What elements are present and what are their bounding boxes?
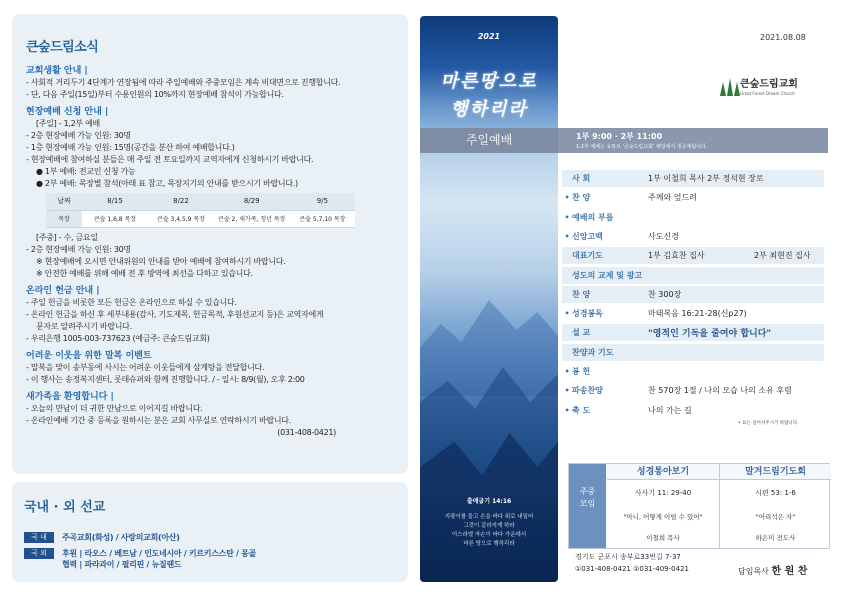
table-row [46,193,355,210]
weekday-title-line: 주중 [579,487,596,496]
news-line: ● 1부 예배: 전교인 신청 가능 [36,167,136,176]
mission-overseas-row [24,548,256,570]
order-label: 예배의 부름 [572,212,614,222]
overseas-tag: 국 외 [24,548,54,559]
order-row [562,267,824,284]
order-row [562,324,824,341]
meeting-card-bible [607,464,719,548]
service-note: 1·2부 예배는 유튜브 '큰숲드림교회' 채널에서 생중계됩니다. [576,144,708,150]
order-content: 1부 이철희 목사 2부 정석현 장로 [648,174,764,183]
verse-line: 이스라엘 자손이 바다 가운데서 [451,532,527,538]
tree-icon [720,74,736,96]
order-content: 찬 570장 1절 / 나의 모습 나의 소유 후렴 [648,386,792,396]
cover-strip [420,16,558,582]
church-name-en: Great Forest Dream Church [740,90,795,96]
pastor-label: 담임목사 [738,567,769,576]
order-label: 신앙고백 [572,231,603,241]
order-label: 찬 양 [572,193,591,203]
motto-line: 행하리라 [450,99,528,120]
order-content-secondary: 2부 최현진 집사 [754,251,811,261]
order-label: 축 도 [572,405,591,415]
phone-line: ①031-408-0421 ①031-409-0421 [575,565,689,573]
weekday-title [569,464,606,548]
order-row [562,363,824,380]
meeting-card-prayer [719,464,831,548]
cover-year: 2021 [477,32,501,41]
pastor-signature [738,562,807,577]
news-line: - 2층 현장예배 가능 인원: 30명 [26,244,131,254]
overseas-support: 후원 | 라오스 / 베트남 / 인도네시아 / 키르키스스탄 / 몽골 [62,549,256,558]
news-line: - 단, 다음 주일(15일)부터 수용인원의 10%까지 현장예배 참석이 가능합니다. [26,90,284,99]
order-row [562,247,824,264]
order-label: 봉 헌 [572,367,591,376]
order-label: 대표기도 [572,251,603,261]
news-line: - 사회적 거리두기 4단계가 연장됨에 따라 주일예배와 주중모임은 계속 비대면으로 진행합니다. [26,78,341,87]
meeting-heading: 말겨드림기도회 [720,464,831,480]
meeting-reference: 사사기 11: 29-40 [634,489,692,497]
meeting-leader: 이철희 목사 [646,534,680,542]
verse-line: 그것이 갈라지게 하라 [463,523,515,529]
news-line: - 온라인예배 기간 중 등록을 원하시는 분은 교회 사무실로 연락하시기 바랍니다. [26,415,291,425]
order-bullet: • [564,367,570,376]
schedule-table [46,193,355,228]
order-bullet: • [564,212,570,222]
order-label: 성경봉독 [572,309,603,319]
order-row [562,344,824,361]
table-cell: 8/22 [148,193,214,210]
news-line: ※ 안전한 예배를 위해 예배 전 후 방역에 최선을 다하고 있습니다. [36,268,253,278]
bulletin-date: 2021.08.08 [760,33,806,42]
life-heading: 교회생활 안내 | [26,66,88,76]
table-cell: 큰숲 1,6,8 목장 [82,210,148,227]
overseas-partner: 협력 | 파라과이 / 필리핀 / 뉴질랜드 [62,560,182,569]
domestic-text: 주곡교회(화성) / 사랑의교회(아산) [62,533,180,542]
meeting-heading: 성경통아보기 [607,464,719,480]
news-line: - 말복을 맞이 송부동에 사시는 어려운 이웃들에게 삼계탕을 전달합니다. [26,362,265,372]
welcome-heading: 새가족을 환영합니다 | [26,391,114,402]
verse-reference: 출애굽기 14:16 [466,498,512,505]
domestic-tag: 국 내 [24,532,54,543]
meeting-reference: 시편 53: 1-6 [755,489,796,497]
order-content: 사도신경 [648,231,679,241]
order-bullet: • [564,405,570,415]
pastor-name: 한 원 찬 [771,566,808,577]
table-cell: 날짜 [46,193,82,210]
news-line: ※ 현장예배에 오시면 안내위원의 안내를 받아 예배에 참여하시기 바랍니다. [36,256,286,266]
table-cell: 8/29 [214,193,289,210]
stand-note: • 표는 일어서주시기 바랍니다. [738,421,799,426]
verse-line: 마른 땅으로 행하리라 [463,541,515,547]
order-bullet: • [564,386,570,396]
news-line: - 현장예배에 참여하실 분들은 매 주일 전 토요일까지 교역자에게 신청하시기 바랍니다. [26,155,314,164]
neighbor-heading: 어려운 이웃을 위한 말복 이벤트 [26,350,152,361]
registration-heading: 현장예배 신청 안내 | [26,107,109,117]
church-address [575,551,689,575]
order-label: 파송찬양 [572,386,603,396]
order-bullet: • [564,309,570,319]
news-line: - 1층 현장예배 가능 인원: 15명(공간을 분산 하여 예배합니다.) [26,143,235,152]
order-content: 찬 300장 [648,289,682,299]
weekday-title-line: 모임 [579,499,596,508]
order-row [562,305,824,322]
worship-title: 주일예배 [420,128,558,153]
table-cell: 큰숲 2, 새가족, 청년 목장 [214,210,289,227]
order-label: 사 회 [572,174,591,183]
order-row [562,382,824,399]
news-line: - 2층 현장예배 가능 인원: 30명 [26,131,131,140]
mission-title: 국내 · 외 선교 [24,500,106,515]
news-line: [주일] - 1,2부 예배 [36,119,100,128]
sermon-title: "영적인 기독을 줄여야 합니다" [648,329,772,340]
order-content: 1부 김효찬 집사 [648,251,705,261]
weekday-meetings [568,463,830,549]
news-line: [주중] - 수, 금요일 [36,232,98,242]
news-line: - 이 행사는 송정복지센터, 롯데슈퍼와 함께 진행합니다. / - 일시: 8/9(월), 오후 2:00 [26,374,305,384]
order-row [562,170,824,187]
news-line: (031-408-0421) [277,427,336,437]
mission-panel [12,482,408,582]
order-label: 찬양과 기도 [572,347,614,357]
news-line: - 온라인 헌금을 하신 후 세부내용(감사, 기도제목, 헌금목적, 후원선교지 등)은 교역자에게 [26,309,324,319]
meeting-quote: "어리석은 자" [755,513,796,521]
verse-line: 지팡이를 들고 손을 바다 위로 내밀어 [444,514,534,520]
order-label: 설 교 [572,328,591,338]
order-row [562,189,824,206]
meeting-quote: "아니, 어떻게 이럴 수 있어" [623,513,703,521]
meeting-leader: 하은미 전도사 [755,534,796,542]
table-row [46,210,355,227]
church-logo [720,74,798,96]
table-cell: 8/15 [82,193,148,210]
news-panel [12,14,408,474]
cover-motto [420,68,558,124]
order-row [562,402,824,419]
order-content: 주께와 엎드려 [648,193,697,203]
offering-heading: 온라인 헌금 안내 | [26,285,100,296]
order-bullet: • [564,193,570,203]
table-cell: 큰숲 5,7,10 목장 [289,210,355,227]
order-label: 성도의 교제 및 광고 [572,270,643,280]
mountain-ridge [420,276,558,396]
table-cell: 목장 [46,210,82,227]
church-name: 큰숲드림교회 [740,78,798,90]
news-line: - 주일 헌금을 비롯한 모든 헌금은 온라인으로 하실 수 있습니다. [26,297,237,307]
table-cell: 9/5 [289,193,355,210]
order-content: 마태복음 16:21-28(신p27) [648,309,747,319]
address-line: 경기도 군포시 송부로33번길 7-37 [575,553,681,561]
news-title: 큰숲드림소식 [26,40,99,55]
news-line: 문자로 알려주시기 바랍니다. [36,321,132,331]
order-label: 찬 양 [572,289,591,299]
order-row [562,286,824,303]
news-line: ● 2부 예배: 목장별 참석(아래 표 참고, 목장지기의 안내를 받으시기 바랍니다.) [36,179,298,188]
news-line: - 오늘의 만남이 더 귀한 만남으로 이어지길 바랍니다. [26,403,203,413]
order-row [562,228,824,245]
order-row [562,209,824,226]
service-times: 1부 9:00 · 2부 11:00 [576,132,663,141]
news-line: - 우리은행 1005-003-737623 (예금주: 큰숲드림교회) [26,333,210,343]
motto-line: 마른땅으로 [440,71,538,92]
order-content: 나의 가는 길 [648,405,692,415]
service-time-band [558,128,828,153]
mission-domestic-row [24,532,180,543]
table-cell: 큰숲 3,4,5,9 목장 [148,210,214,227]
order-bullet: • [564,231,570,241]
